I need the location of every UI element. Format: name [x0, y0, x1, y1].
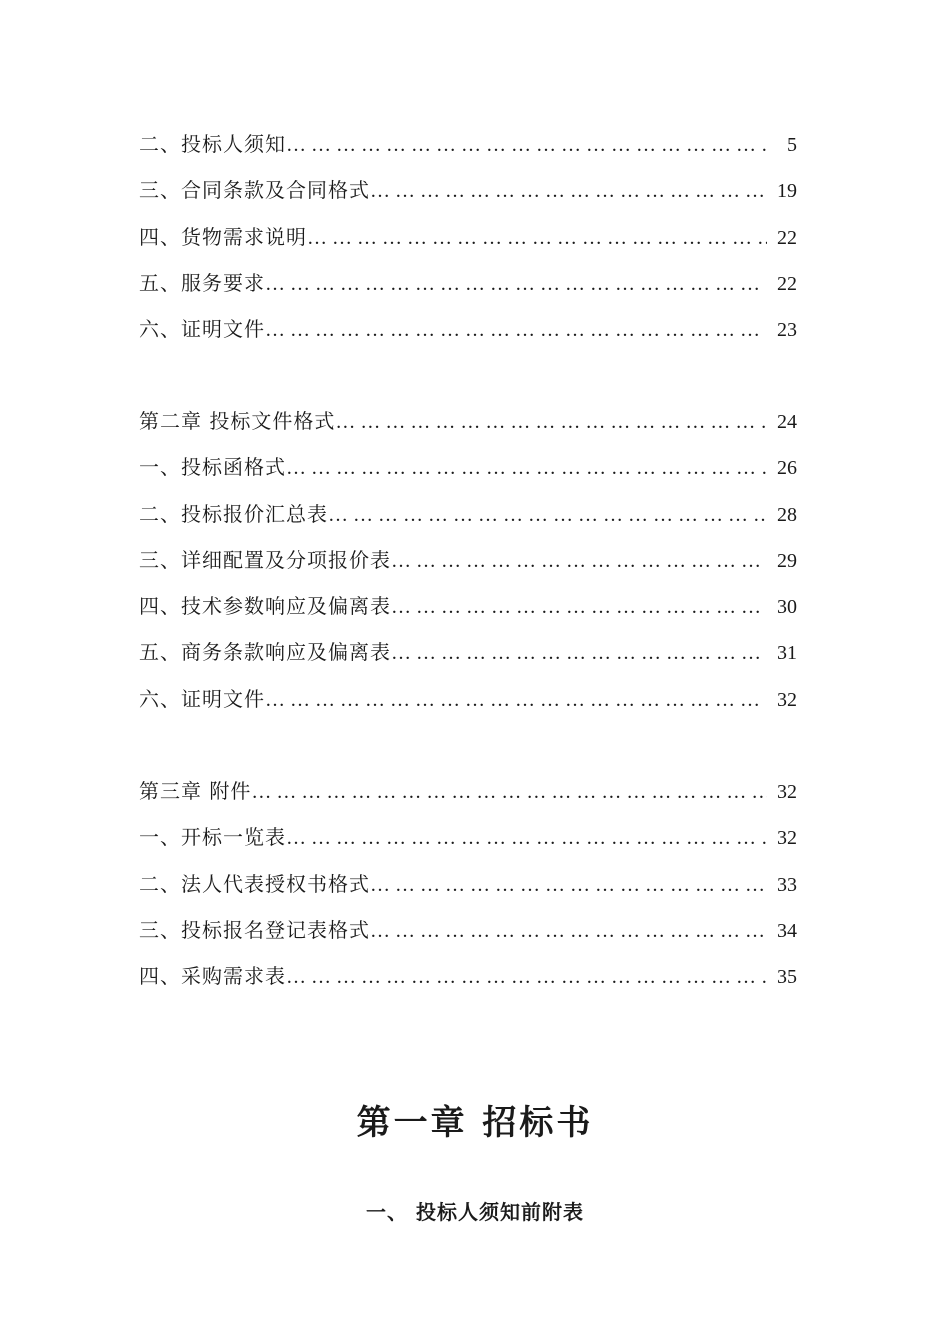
toc-entry-page: 30 [777, 596, 797, 619]
toc-entry[interactable] [139, 590, 797, 636]
toc-entry[interactable] [139, 313, 797, 359]
toc-entry[interactable] [139, 221, 797, 267]
toc-dot-leader [286, 966, 767, 989]
toc-dot-leader [391, 642, 767, 665]
toc-entry[interactable] [139, 544, 797, 590]
toc-entry[interactable] [139, 868, 797, 914]
toc-chapter-heading[interactable] [139, 405, 797, 451]
toc-entry-label: 五、服务要求 [139, 270, 265, 295]
toc-dot-leader [286, 457, 767, 480]
toc-dot-leader [265, 273, 767, 296]
toc-entry-page: 32 [777, 827, 797, 850]
toc-dot-leader [370, 874, 767, 897]
toc-entry[interactable] [139, 636, 797, 682]
toc-entry-page: 24 [777, 411, 797, 433]
toc-dot-leader [370, 180, 767, 203]
toc-entry-page: 26 [777, 457, 797, 480]
toc-entry-page: 35 [777, 966, 797, 989]
toc-entry[interactable] [139, 960, 797, 1006]
toc-dot-leader [286, 827, 767, 850]
chapter-title: 第一章 招标书 [356, 1103, 594, 1143]
toc-entry[interactable] [139, 451, 797, 497]
toc-group-chapter-1 [139, 128, 797, 359]
toc-dot-leader [370, 920, 767, 943]
toc-entry[interactable] [139, 498, 797, 544]
toc-entry[interactable] [139, 821, 797, 867]
toc-entry-label: 六、证明文件 [139, 686, 265, 711]
toc-dot-leader [265, 319, 767, 342]
toc-entry-page: 31 [777, 642, 797, 665]
toc-entry-label: 五、商务条款响应及偏离表 [139, 640, 391, 665]
toc-entry[interactable] [139, 683, 797, 729]
toc-entry[interactable] [139, 128, 797, 174]
toc-entry-label: 二、投标报价汇总表 [139, 501, 328, 526]
toc-entry-page: 28 [777, 503, 797, 526]
toc-entry-page: 29 [777, 549, 797, 572]
toc-dot-leader [391, 550, 767, 573]
toc-entry-page: 32 [777, 688, 797, 711]
toc-entry-label: 三、详细配置及分项报价表 [139, 547, 391, 572]
toc-dot-leader [328, 504, 767, 527]
toc-entry-page: 19 [777, 180, 797, 203]
toc-entry-label: 第二章 投标文件格式 [139, 409, 336, 433]
toc-entry-page: 34 [777, 919, 797, 942]
toc-entry-label: 三、合同条款及合同格式 [139, 178, 370, 203]
toc-dot-leader [335, 411, 767, 434]
toc-group-chapter-2 [139, 405, 797, 729]
toc-entry-page: 5 [787, 134, 797, 156]
toc-dot-leader [286, 134, 767, 157]
toc-entry-label: 四、货物需求说明 [139, 224, 307, 249]
section-title: 一、 投标人须知前附表 [366, 1200, 584, 1224]
toc-dot-leader [391, 596, 767, 619]
toc-dot-leader [265, 689, 767, 712]
toc-entry[interactable] [139, 267, 797, 313]
toc-entry-label: 四、采购需求表 [139, 964, 286, 989]
toc-entry-page: 33 [777, 873, 797, 896]
toc-entry-page: 22 [777, 272, 797, 295]
toc-entry-label: 第三章 附件 [139, 779, 252, 803]
toc-entry-page: 32 [777, 781, 797, 803]
toc-entry-label: 二、投标人须知 [139, 132, 286, 156]
toc-entry-label: 四、技术参数响应及偏离表 [139, 594, 391, 619]
toc-chapter-heading[interactable] [139, 775, 797, 821]
toc-dot-leader [307, 227, 767, 250]
toc-entry[interactable] [139, 174, 797, 220]
toc-group-chapter-3 [139, 775, 797, 1006]
toc-entry-label: 六、证明文件 [139, 317, 265, 342]
toc-entry-page: 22 [777, 226, 797, 249]
toc-entry-label: 二、法人代表授权书格式 [139, 871, 370, 896]
toc-entry-label: 一、开标一览表 [139, 825, 286, 850]
toc-entry-page: 23 [777, 319, 797, 342]
toc-entry-label: 一、投标函格式 [139, 455, 286, 480]
toc-entry[interactable] [139, 914, 797, 960]
toc-dot-leader [251, 781, 767, 804]
toc-entry-label: 三、投标报名登记表格式 [139, 917, 370, 942]
